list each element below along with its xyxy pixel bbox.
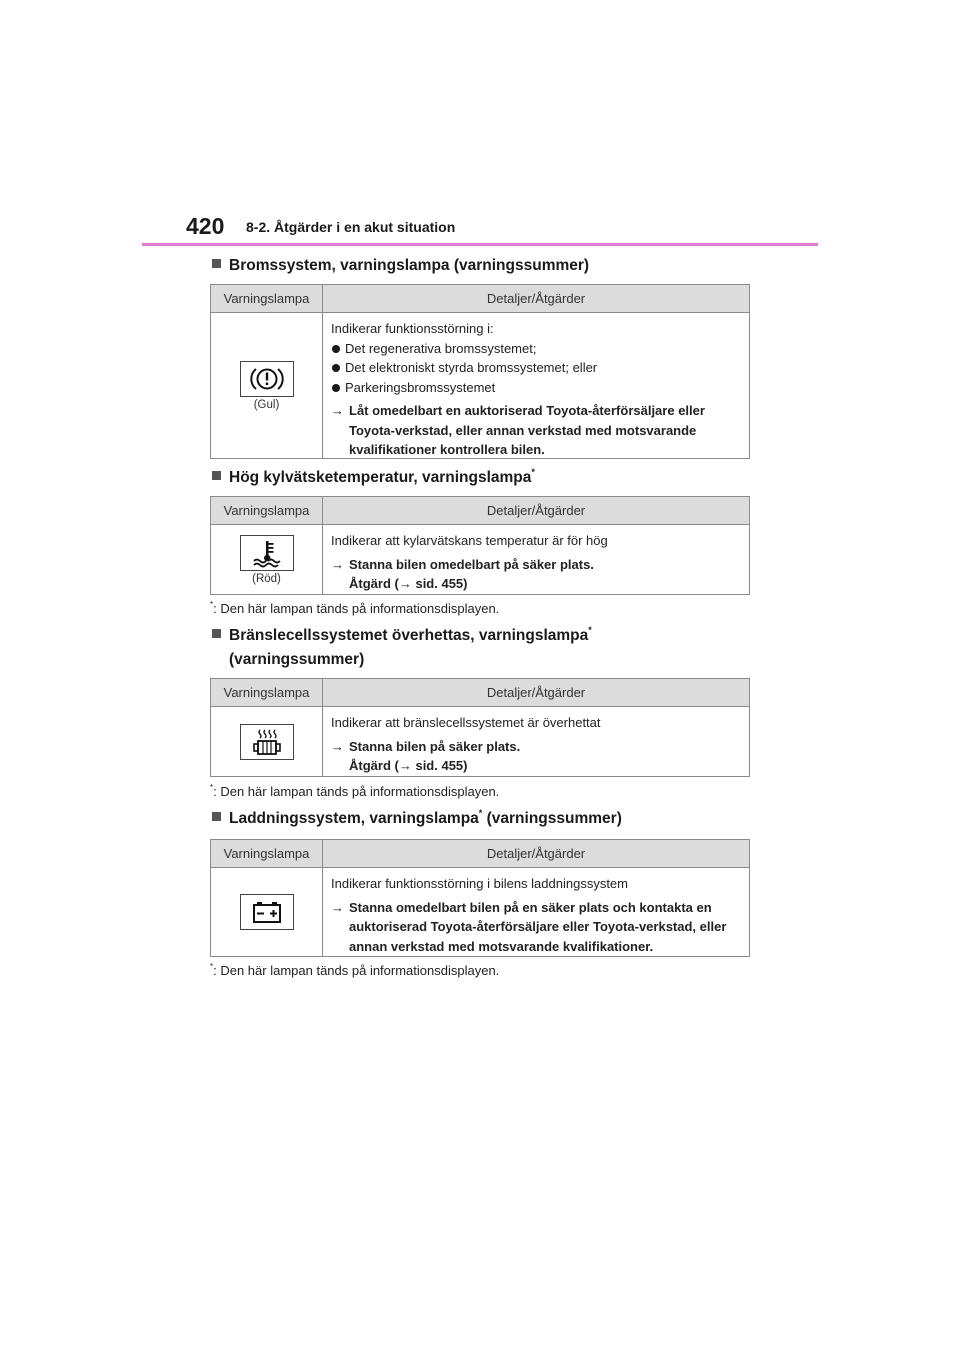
column-header-lamp: Varningslampa [211, 497, 323, 524]
lamp-cell [211, 525, 323, 594]
section-label: 8-2. Åtgärder i en akut situation [246, 219, 456, 235]
heading-fuel-cell-overheat: Bränslecellssystemet överhettas, varningslampa* (varningssummer) [212, 624, 592, 672]
arrow-icon: → [398, 758, 416, 773]
table-fuel-cell-overheat [210, 678, 750, 777]
heading-square-icon [212, 629, 221, 638]
table-row [211, 525, 749, 594]
details-intro: Indikerar att bränslecellssystemet är överhettat [331, 715, 601, 730]
list-item: Det elektroniskt styrda bromssystemet; eller [331, 358, 743, 378]
heading-charging-system: Laddningssystem, varningslampa* (varningssummer) [212, 807, 622, 831]
table-header [211, 840, 749, 868]
header-rule [142, 243, 818, 246]
table-brake-system [210, 284, 750, 459]
table-row [211, 707, 749, 776]
details-intro: Indikerar funktionsstörning i: [331, 321, 494, 336]
details-intro: Indikerar att kylarvätskans temperatur är för hög [331, 533, 608, 548]
coolant-temperature-icon [240, 535, 294, 571]
column-header-lamp: Varningslampa [211, 285, 323, 312]
page-number: 420 [186, 213, 225, 239]
action-text: → Låt omedelbart en auktoriserad Toyota-återförsäljare eller Toyota-verkstad, eller annan verkstad med motsvarande kvalifikationer kontrollera bilen. [331, 401, 743, 460]
column-header-details: Detaljer/Åtgärder [486, 685, 586, 700]
table-header [211, 497, 749, 525]
column-header-details: Detaljer/Åtgärder [486, 846, 586, 861]
lamp-cell [211, 868, 323, 956]
action-text: → Stanna bilen på säker plats. Åtgärd (→ sid. 455) [331, 737, 743, 776]
table-row [211, 313, 749, 458]
heading-brake-system: Bromssystem, varningslampa (varningssummer) [212, 254, 589, 278]
details-intro: Indikerar funktionsstörning i bilens laddningssystem [331, 876, 628, 891]
icon-caption: (Röd) [252, 572, 281, 585]
details-cell [323, 707, 749, 776]
column-header-lamp: Varningslampa [211, 840, 323, 867]
heading-square-icon [212, 471, 221, 480]
arrow-icon: → [331, 738, 344, 754]
arrow-icon: → [331, 556, 344, 572]
table-charging-system [210, 839, 750, 957]
heading-square-icon [212, 259, 221, 268]
details-cell [323, 313, 749, 458]
column-header-lamp: Varningslampa [211, 679, 323, 706]
list-item: Det regenerativa bromssystemet; [331, 339, 743, 359]
battery-charging-icon [240, 894, 294, 930]
details-cell [323, 868, 749, 956]
column-header-details: Detaljer/Åtgärder [486, 503, 586, 518]
table-coolant-temperature [210, 496, 750, 595]
fuel-cell-overheat-icon [240, 724, 294, 760]
action-text: → Stanna bilen omedelbart på säker plats. Åtgärd (→ sid. 455) [331, 555, 743, 594]
action-text: → Stanna omedelbart bilen på en säker plats och kontakta en auktoriserad Toyota-återförsäljare eller Toyota-verkstad, eller annan verkstad med motsvarande kvalifikationer. [331, 898, 743, 957]
page-reference-link[interactable]: sid. 455 [415, 758, 464, 773]
footnote: *: Den här lampan tänds på informationsdisplayen. [210, 783, 500, 799]
lamp-cell [211, 313, 323, 458]
icon-caption: (Gul) [253, 398, 280, 411]
table-row [211, 868, 749, 956]
heading-square-icon [212, 812, 221, 821]
list-item: Parkeringsbromssystemet [331, 378, 743, 398]
column-header-details: Detaljer/Åtgärder [486, 291, 586, 306]
brake-warning-icon [240, 361, 294, 397]
lamp-cell [211, 707, 323, 776]
arrow-icon: → [331, 403, 344, 418]
arrow-icon: → [331, 899, 344, 915]
table-header [211, 285, 749, 313]
footnote: *: Den här lampan tänds på informationsdisplayen. [210, 600, 500, 616]
page-reference-link[interactable]: sid. 455 [415, 576, 464, 591]
arrow-icon: → [398, 576, 416, 591]
details-cell [323, 525, 749, 594]
table-header [211, 679, 749, 707]
footnote: *: Den här lampan tänds på informationsdisplayen. [210, 962, 500, 978]
heading-coolant-temperature: Hög kylvätsketemperatur, varningslampa* [212, 466, 535, 490]
